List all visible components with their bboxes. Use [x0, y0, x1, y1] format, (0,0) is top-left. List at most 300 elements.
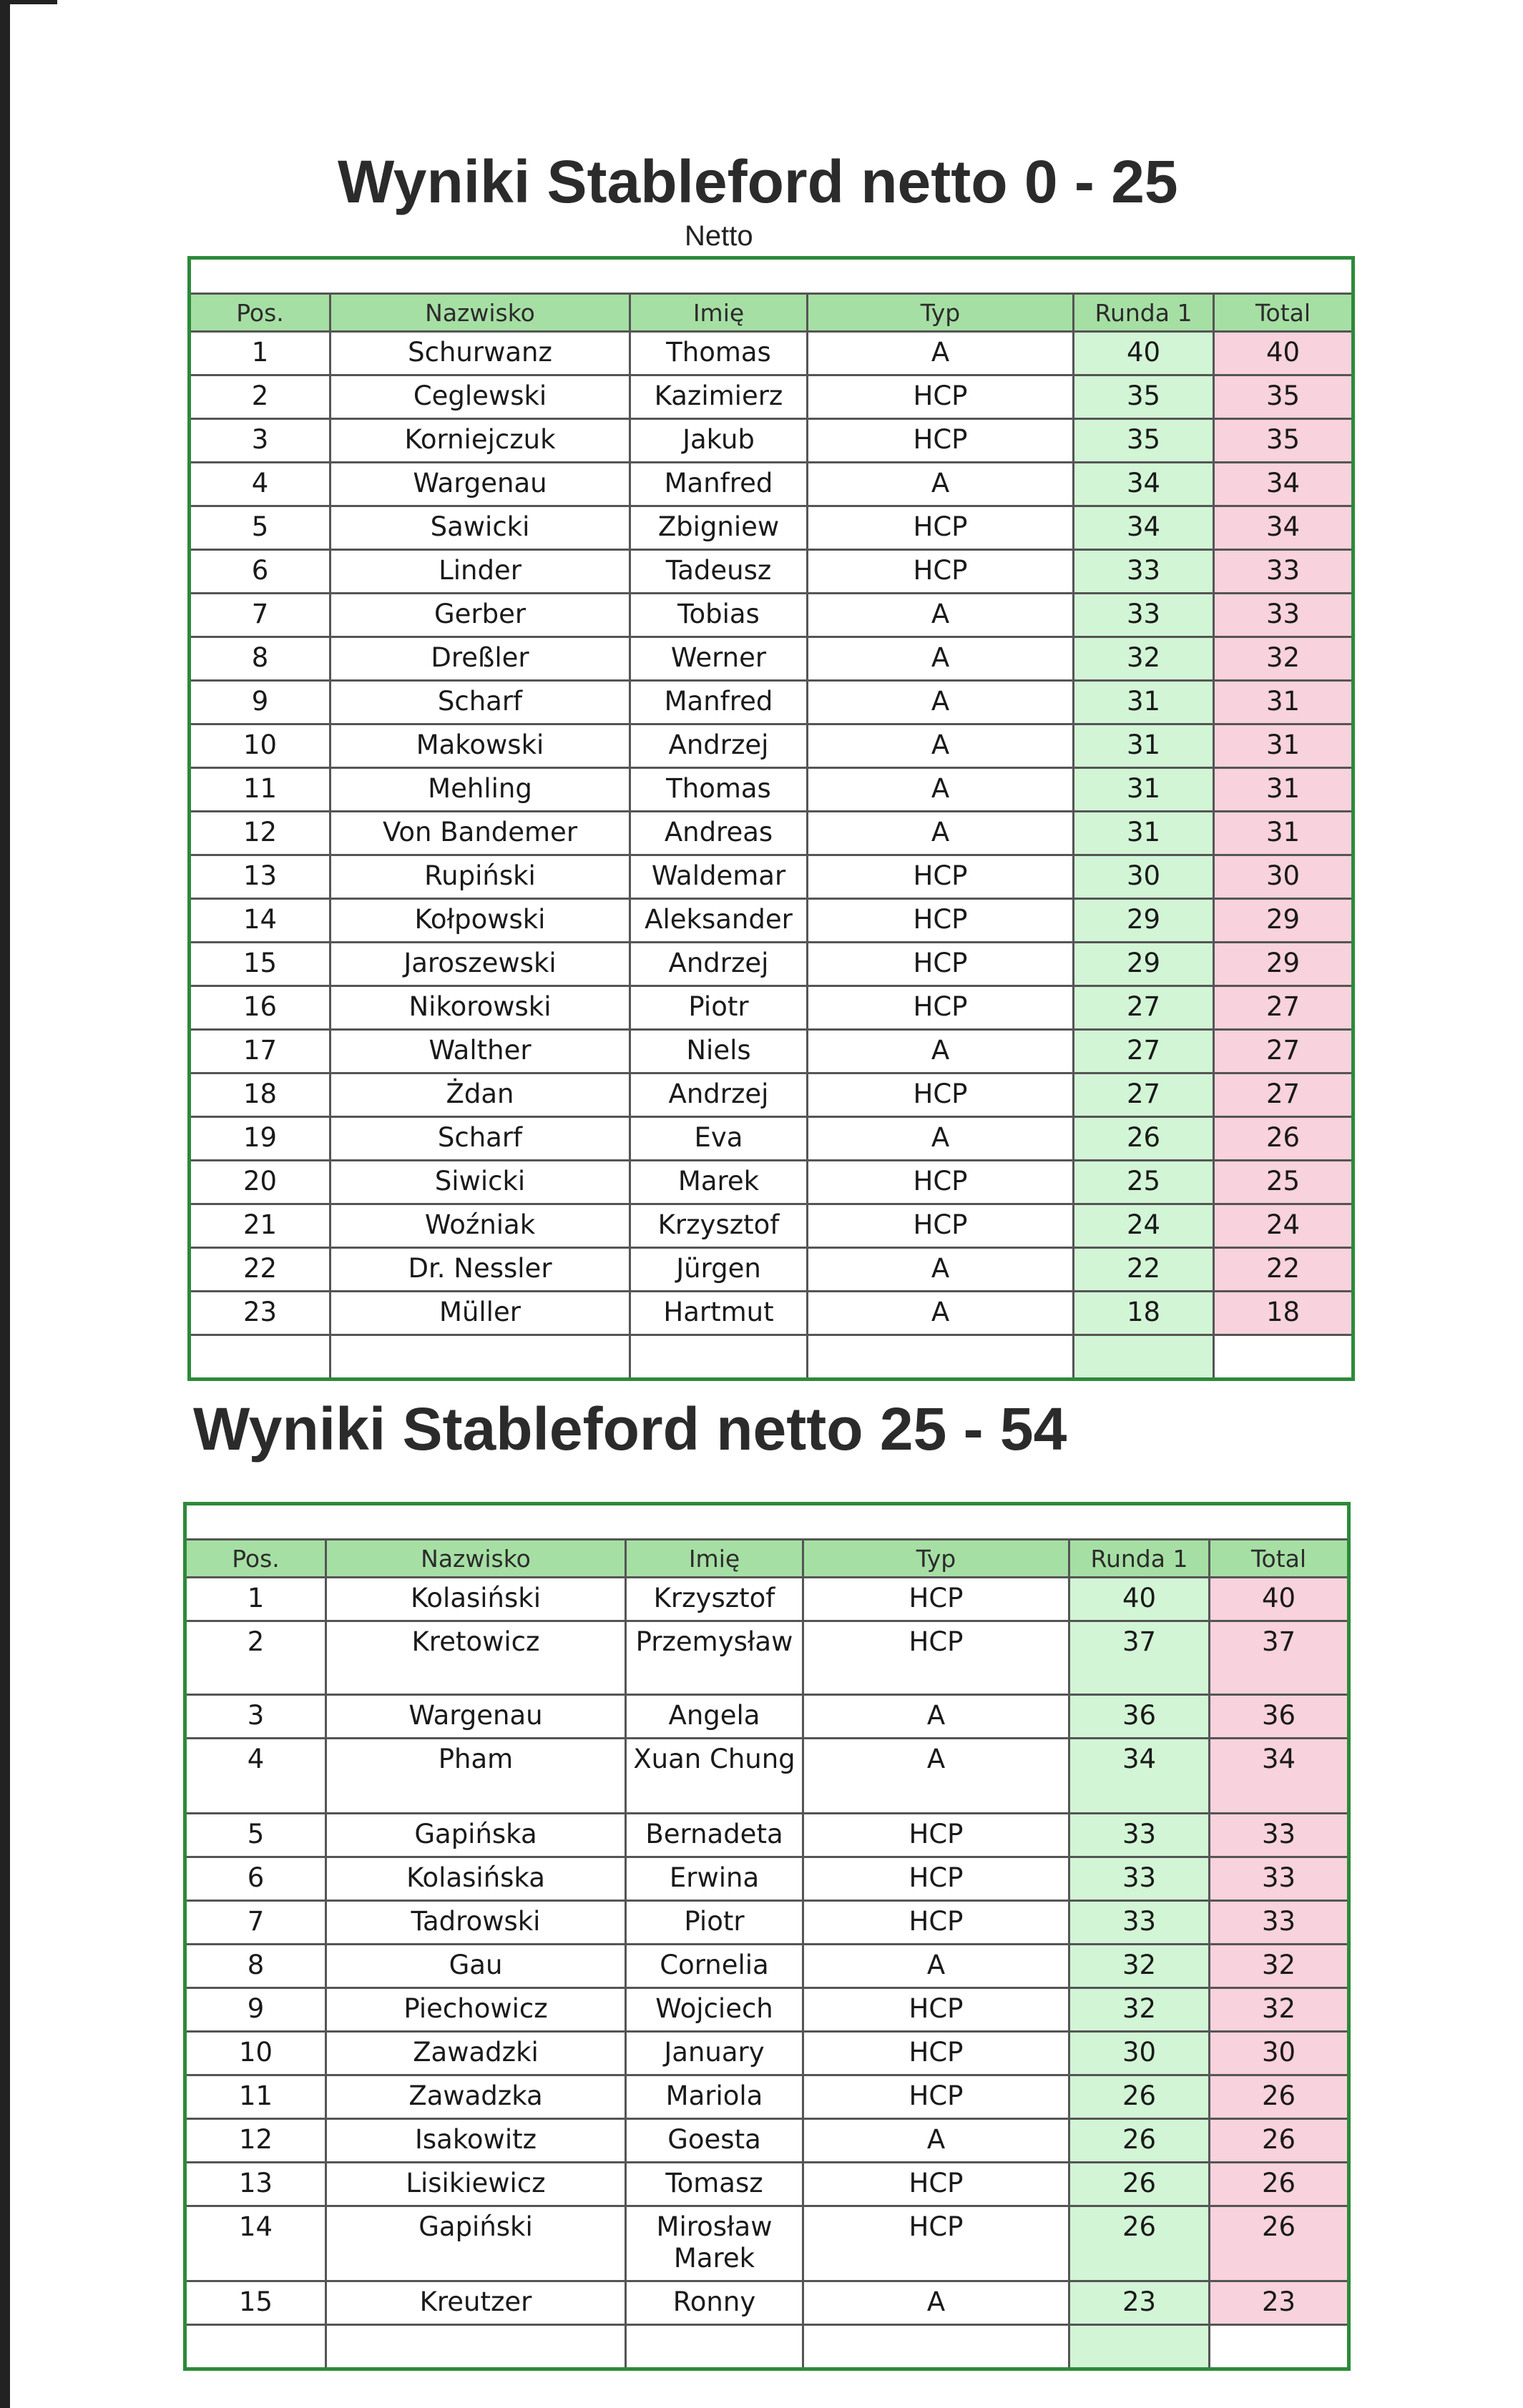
cell-imie: Ronny — [626, 2281, 803, 2325]
cell-total: 33 — [1210, 1857, 1349, 1901]
table-row — [190, 768, 1353, 812]
cell-total: 33 — [1210, 1901, 1349, 1945]
cell-typ: HCP — [808, 855, 1074, 899]
cell-imie: Tobias — [630, 594, 808, 637]
cell-imie: Goesta — [626, 2119, 803, 2163]
cell-nazwisko: Woźniak — [330, 1204, 630, 1248]
cell-pos: 18 — [190, 1073, 330, 1117]
cell-total: 18 — [1214, 1292, 1353, 1335]
cell-imie: Andrzej — [630, 724, 808, 768]
cell-nazwisko: Żdan — [330, 1073, 630, 1117]
cell-runda1: 26 — [1069, 2206, 1210, 2281]
cell-total: 34 — [1210, 1739, 1349, 1814]
cell-pos: 2 — [185, 1621, 326, 1695]
cell-nazwisko: Makowski — [330, 724, 630, 768]
table-row — [185, 2163, 1349, 2206]
cell-typ: HCP — [808, 943, 1074, 986]
cell-runda1: 26 — [1069, 2163, 1210, 2206]
cell-total: 35 — [1214, 375, 1353, 419]
table-row — [190, 943, 1353, 986]
header-col-pos: Pos. — [190, 294, 330, 332]
scan-edge-left — [0, 0, 10, 2408]
cell-nazwisko: Siwicki — [330, 1161, 630, 1204]
cell-pos: 21 — [190, 1204, 330, 1248]
cell-typ: A — [803, 1695, 1069, 1739]
cell-imie: Tadeusz — [630, 550, 808, 594]
cell-typ: HCP — [808, 1204, 1074, 1248]
cell-typ: A — [808, 332, 1074, 375]
cell-total: 40 — [1214, 332, 1353, 375]
cell-pos: 17 — [190, 1030, 330, 1073]
spacer-cell — [185, 1504, 1349, 1540]
cell-runda1: 30 — [1069, 2032, 1210, 2075]
cell-total: 30 — [1214, 855, 1353, 899]
cell-imie: Eva — [630, 1117, 808, 1161]
table-row — [190, 899, 1353, 943]
cell-total: 24 — [1214, 1204, 1353, 1248]
cell-imie: Bernadeta — [626, 1814, 803, 1857]
cell-total: 36 — [1210, 1695, 1349, 1739]
cell-total: 33 — [1214, 550, 1353, 594]
cell-pos: 16 — [190, 986, 330, 1030]
cell-typ: A — [803, 1945, 1069, 1988]
cell-nazwisko: Dreßler — [330, 637, 630, 681]
cell-runda1: 27 — [1074, 1073, 1214, 1117]
table-row — [190, 681, 1353, 724]
blank-cell — [190, 1335, 330, 1380]
cell-typ: HCP — [803, 2206, 1069, 2281]
table-row — [185, 1695, 1349, 1739]
table-row — [185, 2075, 1349, 2119]
table-top-spacer — [185, 1504, 1349, 1540]
cell-typ: HCP — [808, 550, 1074, 594]
scan-edge-top — [0, 0, 57, 4]
cell-total: 33 — [1214, 594, 1353, 637]
cell-runda1: 22 — [1074, 1248, 1214, 1292]
cell-total: 31 — [1214, 768, 1353, 812]
cell-total: 29 — [1214, 899, 1353, 943]
cell-total: 23 — [1210, 2281, 1349, 2325]
cell-nazwisko: Zawadzki — [326, 2032, 626, 2075]
cell-runda1: 29 — [1074, 943, 1214, 986]
cell-pos: 9 — [185, 1988, 326, 2032]
cell-imie: Wojciech — [626, 1988, 803, 2032]
table-row — [185, 1621, 1349, 1695]
cell-pos: 15 — [190, 943, 330, 986]
table-row — [185, 1857, 1349, 1901]
cell-nazwisko: Wargenau — [326, 1695, 626, 1739]
cell-typ: HCP — [803, 1901, 1069, 1945]
cell-runda1: 23 — [1069, 2281, 1210, 2325]
cell-runda1: 34 — [1069, 1739, 1210, 1814]
table-row — [190, 594, 1353, 637]
cell-runda1: 33 — [1074, 594, 1214, 637]
cell-runda1: 36 — [1069, 1695, 1210, 1739]
table-blank-row — [185, 2325, 1349, 2369]
cell-nazwisko: Gapińska — [326, 1814, 626, 1857]
blank-cell — [1214, 1335, 1353, 1380]
header-col-total: Total — [1210, 1540, 1349, 1578]
cell-typ: HCP — [803, 2163, 1069, 2206]
cell-runda1: 30 — [1074, 855, 1214, 899]
table-row — [190, 1204, 1353, 1248]
cell-runda1: 37 — [1069, 1621, 1210, 1695]
results-table-25-54 — [183, 1502, 1351, 2371]
cell-total: 25 — [1214, 1161, 1353, 1204]
table-row — [190, 1073, 1353, 1117]
section-1-title: Wyniki Stableford netto 0 - 25 — [338, 148, 1178, 215]
header-col-runda1: Runda 1 — [1069, 1540, 1210, 1578]
table-row — [190, 855, 1353, 899]
table-row — [190, 332, 1353, 375]
cell-nazwisko: Mehling — [330, 768, 630, 812]
table-header-row — [185, 1540, 1349, 1578]
cell-typ: HCP — [808, 419, 1074, 463]
cell-total: 26 — [1214, 1117, 1353, 1161]
cell-imie: Manfred — [630, 463, 808, 506]
cell-pos: 10 — [185, 2032, 326, 2075]
cell-nazwisko: Von Bandemer — [330, 812, 630, 855]
table-row — [190, 463, 1353, 506]
cell-nazwisko: Müller — [330, 1292, 630, 1335]
cell-nazwisko: Gapiński — [326, 2206, 626, 2281]
table-row — [190, 986, 1353, 1030]
cell-runda1: 27 — [1074, 1030, 1214, 1073]
blank-cell — [630, 1335, 808, 1380]
cell-total: 32 — [1210, 1945, 1349, 1988]
cell-pos: 15 — [185, 2281, 326, 2325]
cell-typ: A — [808, 637, 1074, 681]
cell-imie: Niels — [630, 1030, 808, 1073]
cell-nazwisko: Piechowicz — [326, 1988, 626, 2032]
cell-nazwisko: Kretowicz — [326, 1621, 626, 1695]
cell-pos: 13 — [185, 2163, 326, 2206]
cell-runda1: 27 — [1074, 986, 1214, 1030]
cell-imie: Thomas — [630, 768, 808, 812]
cell-typ: A — [808, 1292, 1074, 1335]
cell-imie: Cornelia — [626, 1945, 803, 1988]
cell-nazwisko: Ceglewski — [330, 375, 630, 419]
cell-typ: HCP — [803, 2075, 1069, 2119]
cell-typ: A — [808, 1030, 1074, 1073]
cell-pos: 7 — [185, 1901, 326, 1945]
cell-typ: A — [808, 463, 1074, 506]
cell-imie: Erwina — [626, 1857, 803, 1901]
table-row — [190, 1248, 1353, 1292]
cell-nazwisko: Gerber — [330, 594, 630, 637]
cell-runda1: 35 — [1074, 375, 1214, 419]
cell-total: 22 — [1214, 1248, 1353, 1292]
cell-pos: 3 — [190, 419, 330, 463]
cell-typ: HCP — [803, 1814, 1069, 1857]
cell-total: 37 — [1210, 1621, 1349, 1695]
cell-pos: 13 — [190, 855, 330, 899]
cell-nazwisko: Rupiński — [330, 855, 630, 899]
cell-imie: Angela — [626, 1695, 803, 1739]
cell-typ: HCP — [808, 1161, 1074, 1204]
header-col-total: Total — [1214, 294, 1353, 332]
cell-total: 31 — [1214, 724, 1353, 768]
blank-cell — [626, 2325, 803, 2369]
cell-runda1: 29 — [1074, 899, 1214, 943]
cell-typ: HCP — [808, 1073, 1074, 1117]
cell-runda1: 26 — [1069, 2075, 1210, 2119]
cell-pos: 2 — [190, 375, 330, 419]
cell-pos: 4 — [185, 1739, 326, 1814]
cell-pos: 8 — [185, 1945, 326, 1988]
table-top-spacer — [190, 258, 1353, 294]
cell-imie: Jakub — [630, 419, 808, 463]
cell-total: 32 — [1210, 1988, 1349, 2032]
table-header-row — [190, 294, 1353, 332]
cell-nazwisko: Scharf — [330, 681, 630, 724]
cell-pos: 6 — [190, 550, 330, 594]
cell-runda1: 24 — [1074, 1204, 1214, 1248]
table-row — [185, 2032, 1349, 2075]
cell-typ: A — [808, 1117, 1074, 1161]
cell-imie: Aleksander — [630, 899, 808, 943]
cell-pos: 4 — [190, 463, 330, 506]
cell-total: 34 — [1214, 463, 1353, 506]
table-row — [185, 1988, 1349, 2032]
cell-total: 27 — [1214, 1073, 1353, 1117]
cell-runda1: 40 — [1069, 1578, 1210, 1621]
table-row — [185, 2119, 1349, 2163]
header-col-nazwisko: Nazwisko — [326, 1540, 626, 1578]
cell-total: 32 — [1214, 637, 1353, 681]
header-col-typ: Typ — [803, 1540, 1069, 1578]
cell-nazwisko: Zawadzka — [326, 2075, 626, 2119]
cell-imie: Jürgen — [630, 1248, 808, 1292]
cell-runda1: 31 — [1074, 812, 1214, 855]
cell-imie: Piotr — [630, 986, 808, 1030]
cell-typ: A — [808, 768, 1074, 812]
cell-nazwisko: Korniejczuk — [330, 419, 630, 463]
cell-nazwisko: Kolasiński — [326, 1578, 626, 1621]
header-col-runda1: Runda 1 — [1074, 294, 1214, 332]
cell-imie: Przemysław — [626, 1621, 803, 1695]
cell-total: 30 — [1210, 2032, 1349, 2075]
cell-imie: Andreas — [630, 812, 808, 855]
section-2-title: Wyniki Stableford netto 25 - 54 — [193, 1395, 1067, 1463]
table-row — [190, 1117, 1353, 1161]
cell-typ: A — [803, 1739, 1069, 1814]
cell-total: 29 — [1214, 943, 1353, 986]
cell-pos: 6 — [185, 1857, 326, 1901]
cell-total: 35 — [1214, 419, 1353, 463]
cell-imie: Thomas — [630, 332, 808, 375]
blank-cell — [1074, 1335, 1214, 1380]
table-row — [190, 550, 1353, 594]
cell-pos: 22 — [190, 1248, 330, 1292]
cell-typ: HCP — [803, 1857, 1069, 1901]
cell-pos: 12 — [185, 2119, 326, 2163]
table-blank-row — [190, 1335, 1353, 1380]
cell-nazwisko: Walther — [330, 1030, 630, 1073]
table-row — [185, 1578, 1349, 1621]
cell-nazwisko: Gau — [326, 1945, 626, 1988]
table-row — [185, 1814, 1349, 1857]
cell-runda1: 33 — [1074, 550, 1214, 594]
cell-imie: Andrzej — [630, 943, 808, 986]
cell-typ: HCP — [808, 375, 1074, 419]
cell-typ: A — [803, 2119, 1069, 2163]
cell-total: 31 — [1214, 812, 1353, 855]
cell-pos: 14 — [185, 2206, 326, 2281]
cell-imie: Tomasz — [626, 2163, 803, 2206]
cell-typ: HCP — [803, 1578, 1069, 1621]
cell-runda1: 40 — [1074, 332, 1214, 375]
cell-total: 31 — [1214, 681, 1353, 724]
cell-nazwisko: Lisikiewicz — [326, 2163, 626, 2206]
cell-imie: Kazimierz — [630, 375, 808, 419]
cell-total: 34 — [1214, 506, 1353, 550]
cell-typ: A — [808, 812, 1074, 855]
cell-nazwisko: Sawicki — [330, 506, 630, 550]
cell-typ: A — [803, 2281, 1069, 2325]
header-col-imie: Imię — [630, 294, 808, 332]
cell-nazwisko: Dr. Nessler — [330, 1248, 630, 1292]
spacer-cell — [190, 258, 1353, 294]
cell-runda1: 35 — [1074, 419, 1214, 463]
cell-pos: 11 — [185, 2075, 326, 2119]
header-col-pos: Pos. — [185, 1540, 326, 1578]
cell-imie: Krzysztof — [630, 1204, 808, 1248]
cell-imie: Hartmut — [630, 1292, 808, 1335]
cell-pos: 8 — [190, 637, 330, 681]
table-row — [190, 724, 1353, 768]
cell-runda1: 18 — [1074, 1292, 1214, 1335]
cell-total: 27 — [1214, 1030, 1353, 1073]
cell-imie: Waldemar — [630, 855, 808, 899]
table-row — [190, 506, 1353, 550]
cell-nazwisko: Schurwanz — [330, 332, 630, 375]
table-row — [185, 2206, 1349, 2281]
cell-pos: 7 — [190, 594, 330, 637]
cell-typ: HCP — [808, 899, 1074, 943]
cell-total: 26 — [1210, 2119, 1349, 2163]
header-col-typ: Typ — [808, 294, 1074, 332]
cell-nazwisko: Tadrowski — [326, 1901, 626, 1945]
cell-pos: 5 — [190, 506, 330, 550]
cell-pos: 1 — [190, 332, 330, 375]
cell-pos: 10 — [190, 724, 330, 768]
cell-typ: A — [808, 724, 1074, 768]
cell-nazwisko: Nikorowski — [330, 986, 630, 1030]
cell-imie: Piotr — [626, 1901, 803, 1945]
cell-typ: HCP — [803, 1988, 1069, 2032]
results-table-0-25 — [187, 256, 1355, 1381]
table-row — [190, 375, 1353, 419]
cell-typ: A — [808, 681, 1074, 724]
cell-total: 40 — [1210, 1578, 1349, 1621]
cell-runda1: 34 — [1074, 506, 1214, 550]
cell-nazwisko: Jaroszewski — [330, 943, 630, 986]
cell-imie: Werner — [630, 637, 808, 681]
cell-pos: 14 — [190, 899, 330, 943]
cell-total: 26 — [1210, 2206, 1349, 2281]
blank-cell — [803, 2325, 1069, 2369]
table-row — [190, 1030, 1353, 1073]
cell-pos: 3 — [185, 1695, 326, 1739]
table-row — [185, 2281, 1349, 2325]
cell-total: 27 — [1214, 986, 1353, 1030]
cell-total: 33 — [1210, 1814, 1349, 1857]
cell-nazwisko: Isakowitz — [326, 2119, 626, 2163]
cell-runda1: 26 — [1074, 1117, 1214, 1161]
table-row — [185, 1945, 1349, 1988]
cell-runda1: 33 — [1069, 1857, 1210, 1901]
cell-runda1: 25 — [1074, 1161, 1214, 1204]
cell-pos: 5 — [185, 1814, 326, 1857]
cell-imie: Marek — [630, 1161, 808, 1204]
cell-runda1: 31 — [1074, 768, 1214, 812]
cell-nazwisko: Kreutzer — [326, 2281, 626, 2325]
cell-imie: Andrzej — [630, 1073, 808, 1117]
cell-runda1: 33 — [1069, 1901, 1210, 1945]
cell-pos: 9 — [190, 681, 330, 724]
cell-runda1: 34 — [1074, 463, 1214, 506]
cell-runda1: 31 — [1074, 681, 1214, 724]
cell-typ: HCP — [808, 986, 1074, 1030]
blank-cell — [326, 2325, 626, 2369]
cell-pos: 20 — [190, 1161, 330, 1204]
cell-typ: HCP — [803, 1621, 1069, 1695]
cell-runda1: 31 — [1074, 724, 1214, 768]
table-row — [185, 1739, 1349, 1814]
cell-imie: Xuan Chung — [626, 1739, 803, 1814]
blank-cell — [1069, 2325, 1210, 2369]
header-col-imie: Imię — [626, 1540, 803, 1578]
table-row — [190, 637, 1353, 681]
blank-cell — [808, 1335, 1074, 1380]
cell-nazwisko: Scharf — [330, 1117, 630, 1161]
cell-runda1: 32 — [1074, 637, 1214, 681]
cell-total: 26 — [1210, 2075, 1349, 2119]
cell-nazwisko: Linder — [330, 550, 630, 594]
cell-imie: January — [626, 2032, 803, 2075]
cell-nazwisko: Kołpowski — [330, 899, 630, 943]
cell-pos: 19 — [190, 1117, 330, 1161]
cell-imie: Krzysztof — [626, 1578, 803, 1621]
cell-total: 26 — [1210, 2163, 1349, 2206]
cell-imie: Mariola — [626, 2075, 803, 2119]
table-row — [190, 1161, 1353, 1204]
cell-nazwisko: Pham — [326, 1739, 626, 1814]
cell-imie: Zbigniew — [630, 506, 808, 550]
header-col-nazwisko: Nazwisko — [330, 294, 630, 332]
cell-typ: HCP — [808, 506, 1074, 550]
cell-typ: A — [808, 1248, 1074, 1292]
table-row — [190, 419, 1353, 463]
cell-imie: Mirosław Marek — [626, 2206, 803, 2281]
cell-nazwisko: Wargenau — [330, 463, 630, 506]
cell-runda1: 32 — [1069, 1945, 1210, 1988]
blank-cell — [1210, 2325, 1349, 2369]
blank-cell — [330, 1335, 630, 1380]
table-row — [190, 812, 1353, 855]
section-1-subtitle: Netto — [685, 220, 753, 252]
cell-nazwisko: Kolasińska — [326, 1857, 626, 1901]
cell-runda1: 33 — [1069, 1814, 1210, 1857]
table-row — [185, 1901, 1349, 1945]
cell-runda1: 32 — [1069, 1988, 1210, 2032]
cell-typ: A — [808, 594, 1074, 637]
cell-pos: 23 — [190, 1292, 330, 1335]
cell-imie: Manfred — [630, 681, 808, 724]
cell-pos: 1 — [185, 1578, 326, 1621]
cell-pos: 12 — [190, 812, 330, 855]
